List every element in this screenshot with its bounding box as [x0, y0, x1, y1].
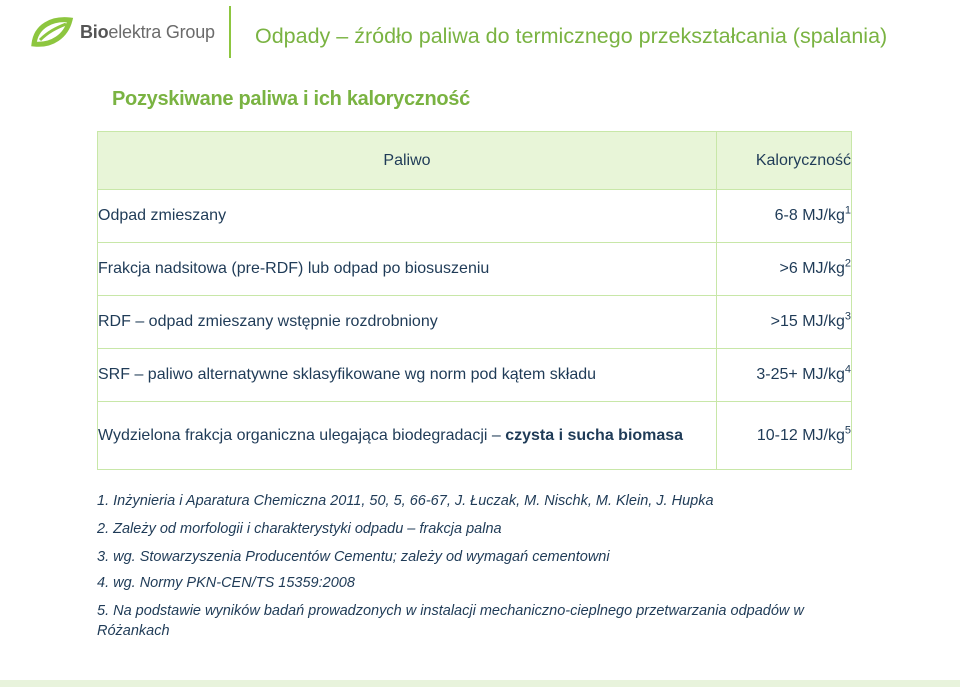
value-cell: 6-8 $MJ/kg^1$: [717, 190, 852, 243]
table-header-row: [98, 132, 852, 190]
table-row: [98, 349, 852, 402]
bottom-bar: [0, 680, 960, 687]
header-divider: [229, 6, 231, 58]
leaf-logo-icon: [30, 14, 74, 50]
header-calorific: Kaloryczność: [717, 132, 852, 190]
fuel-calorific-table: [97, 131, 852, 470]
footnote: 5. Na podstawie wyników badań prowadzonych w instalacji mechaniczno-cieplnego przetwarzania odpadów w Różankach: [97, 603, 804, 639]
footnote: 2. Zależy od morfologii i charakterystyki odpadu – frakcja palna: [97, 521, 502, 537]
table-row: [98, 402, 852, 470]
value-cell: >6 $MJ/kg^2$: [717, 243, 852, 296]
section-title: Pozyskiwane paliwa i ich kaloryczność: [112, 88, 470, 110]
fuel-cell: Frakcja nadsitowa (pre-RDF) lub odpad po biosuszeniu: [98, 243, 717, 296]
fuel-cell: SRF – paliwo alternatywne sklasyfikowane wg norm pod kątem składu: [98, 349, 717, 402]
fuel-cell: RDF – odpad zmieszany wstępnie rozdrobniony: [98, 296, 717, 349]
slide-header: [0, 0, 960, 70]
table-row: [98, 296, 852, 349]
footnote: 1. Inżynieria i Aparatura Chemiczna 2011, 50, 5, 66-67, J. Łuczak, M. Nischk, M. Klein, J. Hupka: [97, 493, 714, 509]
fuel-emphasis: czysta i sucha biomasa: [505, 426, 684, 444]
table-row: [98, 243, 852, 296]
value-cell: 10-12 $MJ/kg^5$: [717, 402, 852, 470]
fuel-cell: Odpad zmieszany: [98, 190, 717, 243]
page-title: Odpady – źródło paliwa do termicznego przekształcania (spalania): [255, 24, 888, 48]
value-cell: $3-25+ MJ/kg^4$: [717, 349, 852, 402]
bioelektra-logo: [30, 12, 220, 52]
value-cell: >15 $MJ/kg^3$: [717, 296, 852, 349]
fuel-cell: Wydzielona frakcja organiczna ulegająca biodegradacji – czysta i sucha biomasa: [98, 402, 717, 470]
logo-text: Bioelektra Group: [80, 22, 215, 42]
footnote: 4. wg. Normy PKN-CEN/TS 15359:2008: [97, 575, 355, 591]
header-fuel: Paliwo: [98, 132, 717, 190]
footnote: 3. wg. Stowarzyszenia Producentów Cementu; zależy od wymagań cementowni: [97, 549, 610, 565]
table-row: [98, 190, 852, 243]
